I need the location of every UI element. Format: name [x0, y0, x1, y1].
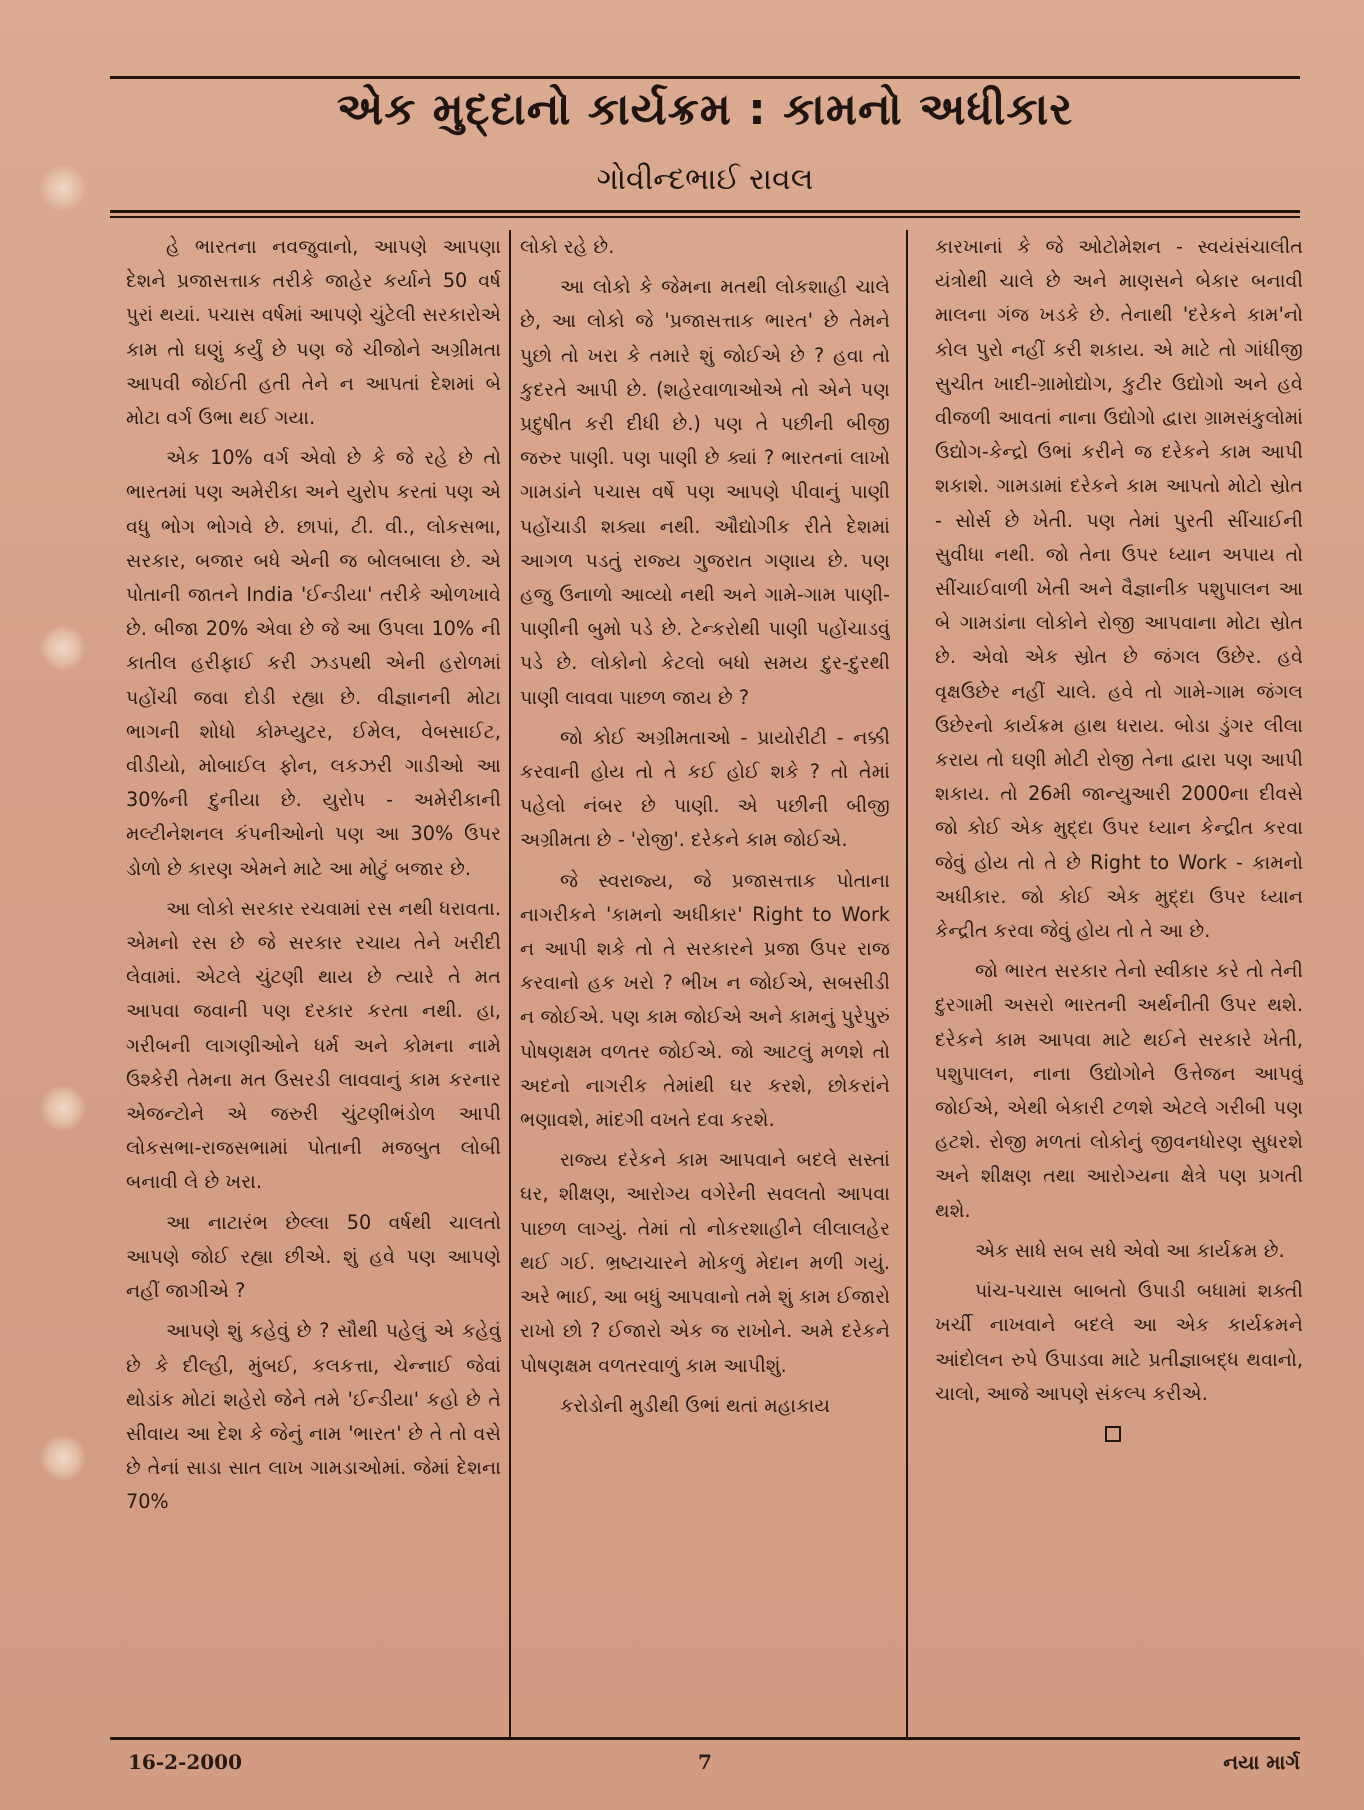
paragraph: આ નાટારંભ છેલ્લા 50 વર્ષથી ચાલતો આપણે જોઈ રહ્યા છીએ. શું હવે પણ આપણે નહીં જાગીએ ? — [126, 1210, 501, 1303]
end-mark-row — [935, 1417, 1303, 1451]
paragraph: આ લોકો કે જેમના મતથી લોકશાહી ચાલે છે, આ લોકો જે 'પ્રજાસત્તાક ભારત' છે તેમને પુછો તો ખરા કે તમારે શું જોઈએ છે ? હવા તો કુદરતે આપી છે. (શહેરવાળાઓએ તો એને પણ પ્રદુષીત કરી દીધી છે.) પણ તે પછીની બીજી જરુર પાણી. પણ પાણી છે ક્યાં ? ભારતનાં લાખો ગામડાંને પચાસ વર્ષે પણ આપણે પીવાનું પાણી પહોંચાડી શક્યા નથી. ઔદ્યોગીક રીતે દેશમાં આગળ પડતું રાજ્ય ગુજરાત ગણાય છે. પણ હજુ ઉનાળો આવ્યો નથી અને ગામે-ગામ પાણી-પાણીની બુમો પડે છે. ટેન્કરોથી પાણી પહોંચાડવું પડે છે. લોકોનો કેટલો બધો સમય દુર-દુરથી પાણી લાવવા પાછળ જાય છે ? — [520, 275, 890, 709]
paragraph: પાંચ-પચાસ બાબતો ઉપાડી બધામાં શક્તી ખર્ચી નાખવાને બદલે આ એક કાર્યક્રમને આંદોલન રુપે ઉપાડવા માટે પ્રતીજ્ઞાબદ્ધ થવાનો, ચાલો, આજે આપણે સંકલ્પ કરીએ. — [935, 1279, 1303, 1405]
paragraph: કારખાનાં કે જે ઓટોમેશન - સ્વયંસંચાલીત યંત્રોથી ચાલે છે અને માણસને બેકાર બનાવી માલના ગંજ ખડકે છે. તેનાથી 'દરેકને કામ'નો કોલ પુરો નહીં કરી શકાય. એ માટે તો ગાંધીજી સુચીત ખાદી-ગ્રામોદ્યોગ, કુટીર ઉદ્યોગો અને હવે વીજળી આવતાં નાના ઉદ્યોગો દ્વારા ગ્રામસંકુલોમાં ઉદ્યોગ-કેન્દ્રો ઉભાં કરીને જ દરેકને કામ આપી શકાશે. ગામડામાં દરેકને કામ આપતો મોટો સ્રોત - સોર્સ છે ખેતી. પણ તેમાં પુરતી સીંચાઈની સુવીધા નથી. જો તેના ઉપર ધ્યાન અપાય તો સીંચાઈવાળી ખેતી અને વૈજ્ઞાનીક પશુપાલન આ બે ગામડાંના લોકોને રોજી આપવાના મોટા સ્રોત છે. એવો એક સ્રોત છે જંગલ ઉછેર. હવે વૃક્ષઉછેર નહીં ચાલે. હવે તો ગામે-ગામ જંગલ ઉછેરનો કાર્યક્રમ હાથ ધરાય. બોડા ડુંગર લીલા કરાય તો ઘણી મોટી રોજી તેના દ્વારા પણ આપી શકાય. તો 26મી જાન્યુઆરી 2000ના દીવસે જો કોઈ એક મુદ્દા ઉપર ધ્યાન કેન્દ્રીત કરવા જેવું હોય તો તે છે Right to Work - કામનો અધીકાર. જો કોઈ એક મુદ્દા ઉપર ધ્યાન કેન્દ્રીત કરવા જેવું હોય તો તે આ છે. — [935, 235, 1303, 943]
text-column-3 — [935, 230, 1303, 1730]
article-author: ગોવીન્દભાઈ રાવલ — [596, 162, 814, 197]
footer-rule — [110, 1737, 1300, 1740]
paragraph: કરોડોની મુડીથી ઉભાં થતાં મહાકાય — [560, 1393, 831, 1417]
text-column-2 — [520, 230, 890, 1730]
issue-date: 16-2-2000 — [128, 1750, 243, 1774]
binding-hole — [40, 165, 86, 211]
paragraph: એક 10% વર્ગ એવો છે કે જે રહે છે તો ભારતમાં પણ અમેરીકા અને યુરોપ કરતાં પણ એ વધુ ભોગ ભોગવે છે. છાપાં, ટી. વી., લોકસભા, સરકાર, બજાર બધે એની જ બોલબાલા છે. એ પોતાની જાતને India 'ઈન્ડીયા' તરીકે ઓળખાવે છે. બીજા 20% એવા છે જે આ ઉપલા 10% ની કાતીલ હરીફાઈ કરી ઝડપથી એની હરોળમાં પહોંચી જવા દોડી રહ્યા છે. વીજ્ઞાનની મોટા ભાગની શોધો કોમ્પ્યુટર, ઈમેલ, વેબસાઈટ, વીડીયો, મોબાઈલ ફોન, લકઝરી ગાડીઓ આ 30%ની દુનીયા છે. યુરોપ - અમેરીકાની મલ્ટીનેશનલ કંપનીઓનો પણ આ 30% ઉપર ડોળો છે કારણ એમને માટે આ મોટું બજાર છે. — [126, 446, 501, 880]
column-divider — [906, 230, 908, 1738]
header-rule-thin — [110, 216, 1300, 218]
paragraph: હે ભારતના નવજુવાનો, આપણે આપણા દેશને પ્રજાસત્તાક તરીકે જાહેર કર્યાને 50 વર્ષ પુરાં થયાં. પચાસ વર્ષમાં આપણે ચુંટેલી સરકારોએ કામ તો ઘણું કર્યું છે પણ જે ચીજોને અગ્રીમતા આપવી જોઈતી હતી તેને ન આપતાં દેશમાં બે મોટા વર્ગ ઉભા થઈ ગયા. — [126, 235, 501, 430]
paragraph: જે સ્વરાજ્ય, જે પ્રજાસત્તાક પોતાના નાગરીકને 'કામનો અધીકાર' Right to Work ન આપી શકે તો તે સરકારને પ્રજા ઉપર રાજ કરવાનો હક ખરો ? ભીખ ન જોઈએ, સબસીડી ન જોઈએ. પણ કામ જોઈએ અને કામનું પુરેપુરું પોષણક્ષમ વળતર જોઈએ. જો આટલું મળશે તો અદનો નાગરીક તેમાંથી ઘર કરશે, છોકરાંને ભણાવશે, માંદગી વખતે દવા કરશે. — [520, 868, 890, 1132]
paragraph: જો કોઈ અગ્રીમતાઓ - પ્રાયોરીટી - નક્કી કરવાની હોય તો તે કઈ હોઈ શકે ? તો તેમાં પહેલો નંબર છે પાણી. એ પછીની બીજી અગ્રીમતા છે - 'રોજી'. દરેકને કામ જોઈએ. — [520, 725, 890, 852]
paragraph: એક સાધે સબ સધે એવો આ કાર્યક્રમ છે. — [975, 1238, 1285, 1262]
page-number: 7 — [698, 1750, 712, 1774]
header-rule — [110, 210, 1300, 213]
paragraph: જો ભારત સરકાર તેનો સ્વીકાર કરે તો તેની દુરગામી અસરો ભારતની અર્થનીતી ઉપર થશે. દરેકને કામ આપવા માટે થઈને સરકારે ખેતી, પશુપાલન, નાના ઉદ્યોગોને ઉત્તેજન આપવું જોઈએ, એથી બેકારી ટળશે એટલે ગરીબી પણ હટશે. રોજી મળતાં લોકોનું જીવનધોરણ સુધરશે અને શીક્ષણ તથા આરોગ્યના ક્ષેત્રે પણ પ્રગતી થશે. — [935, 959, 1303, 1222]
binding-hole — [40, 625, 86, 671]
binding-hole — [40, 1085, 86, 1131]
paragraph: આપણે શું કહેવું છે ? સૌથી પહેલું એ કહેવું છે કે દીલ્હી, મુંબઈ, કલકત્તા, ચેન્નાઈ જેવાં થોડાંક મોટાં શહેરો જેને તમે 'ઈન્ડીયા' કહો છે તે સીવાય આ દેશ કે જેનું નામ 'ભારત' છે તે તો વસે છે તેનાં સાડા સાત લાખ ગામડાઓમાં. જેમાં દેશના 70% — [126, 1319, 501, 1514]
binding-hole — [40, 1435, 86, 1481]
magazine-name: નયા માર્ગ — [1223, 1750, 1300, 1774]
paragraph: રાજ્ય દરેકને કામ આપવાને બદલે સસ્તાં ઘર, શીક્ષણ, આરોગ્ય વગેરેની સવલતો આપવા પાછળ લાગ્યું. તેમાં તો નોકરશાહીને લીલાલહેર થઈ ગઈ. ભ્રષ્ટાચારને મોકળું મેદાન મળી ગયું. અરે ભાઈ, આ બધું આપવાનો તમે શું કામ ઈજારો રાખો છો ? ઈજારો એક જ રાખોને. અમે દરેકને પોષણક્ષમ વળતરવાળું કામ આપીશું. — [520, 1148, 890, 1377]
article-title: એક મુદ્દાનો કાર્યક્રમ : કામનો અધીકાર — [336, 84, 1074, 135]
article-end-mark — [1105, 1426, 1121, 1442]
paragraph: લોકો રહે છે. — [520, 235, 615, 258]
paragraph: આ લોકો સરકાર રચવામાં રસ નથી ધરાવતા. એમનો રસ છે જે સરકાર રચાય તેને ખરીદી લેવામાં. એટલે ચુંટણી થાય છે ત્યારે તે મત આપવા જવાની પણ દરકાર કરતા નથી. હા, ગરીબની લાગણીઓને ધર્મ અને કોમના નામે ઉશ્કેરી તેમના મત ઉસરડી લાવવાનું કામ કરનાર એજન્ટોને એ જરુરી ચુંટણીભંડોળ આપી લોકસભા-રાજસભામાં પોતાની મજબુત લોબી બનાવી લે છે ખરા. — [126, 896, 501, 1194]
column-divider — [509, 230, 511, 1738]
text-column-1 — [126, 230, 501, 1730]
top-rule — [110, 76, 1300, 79]
